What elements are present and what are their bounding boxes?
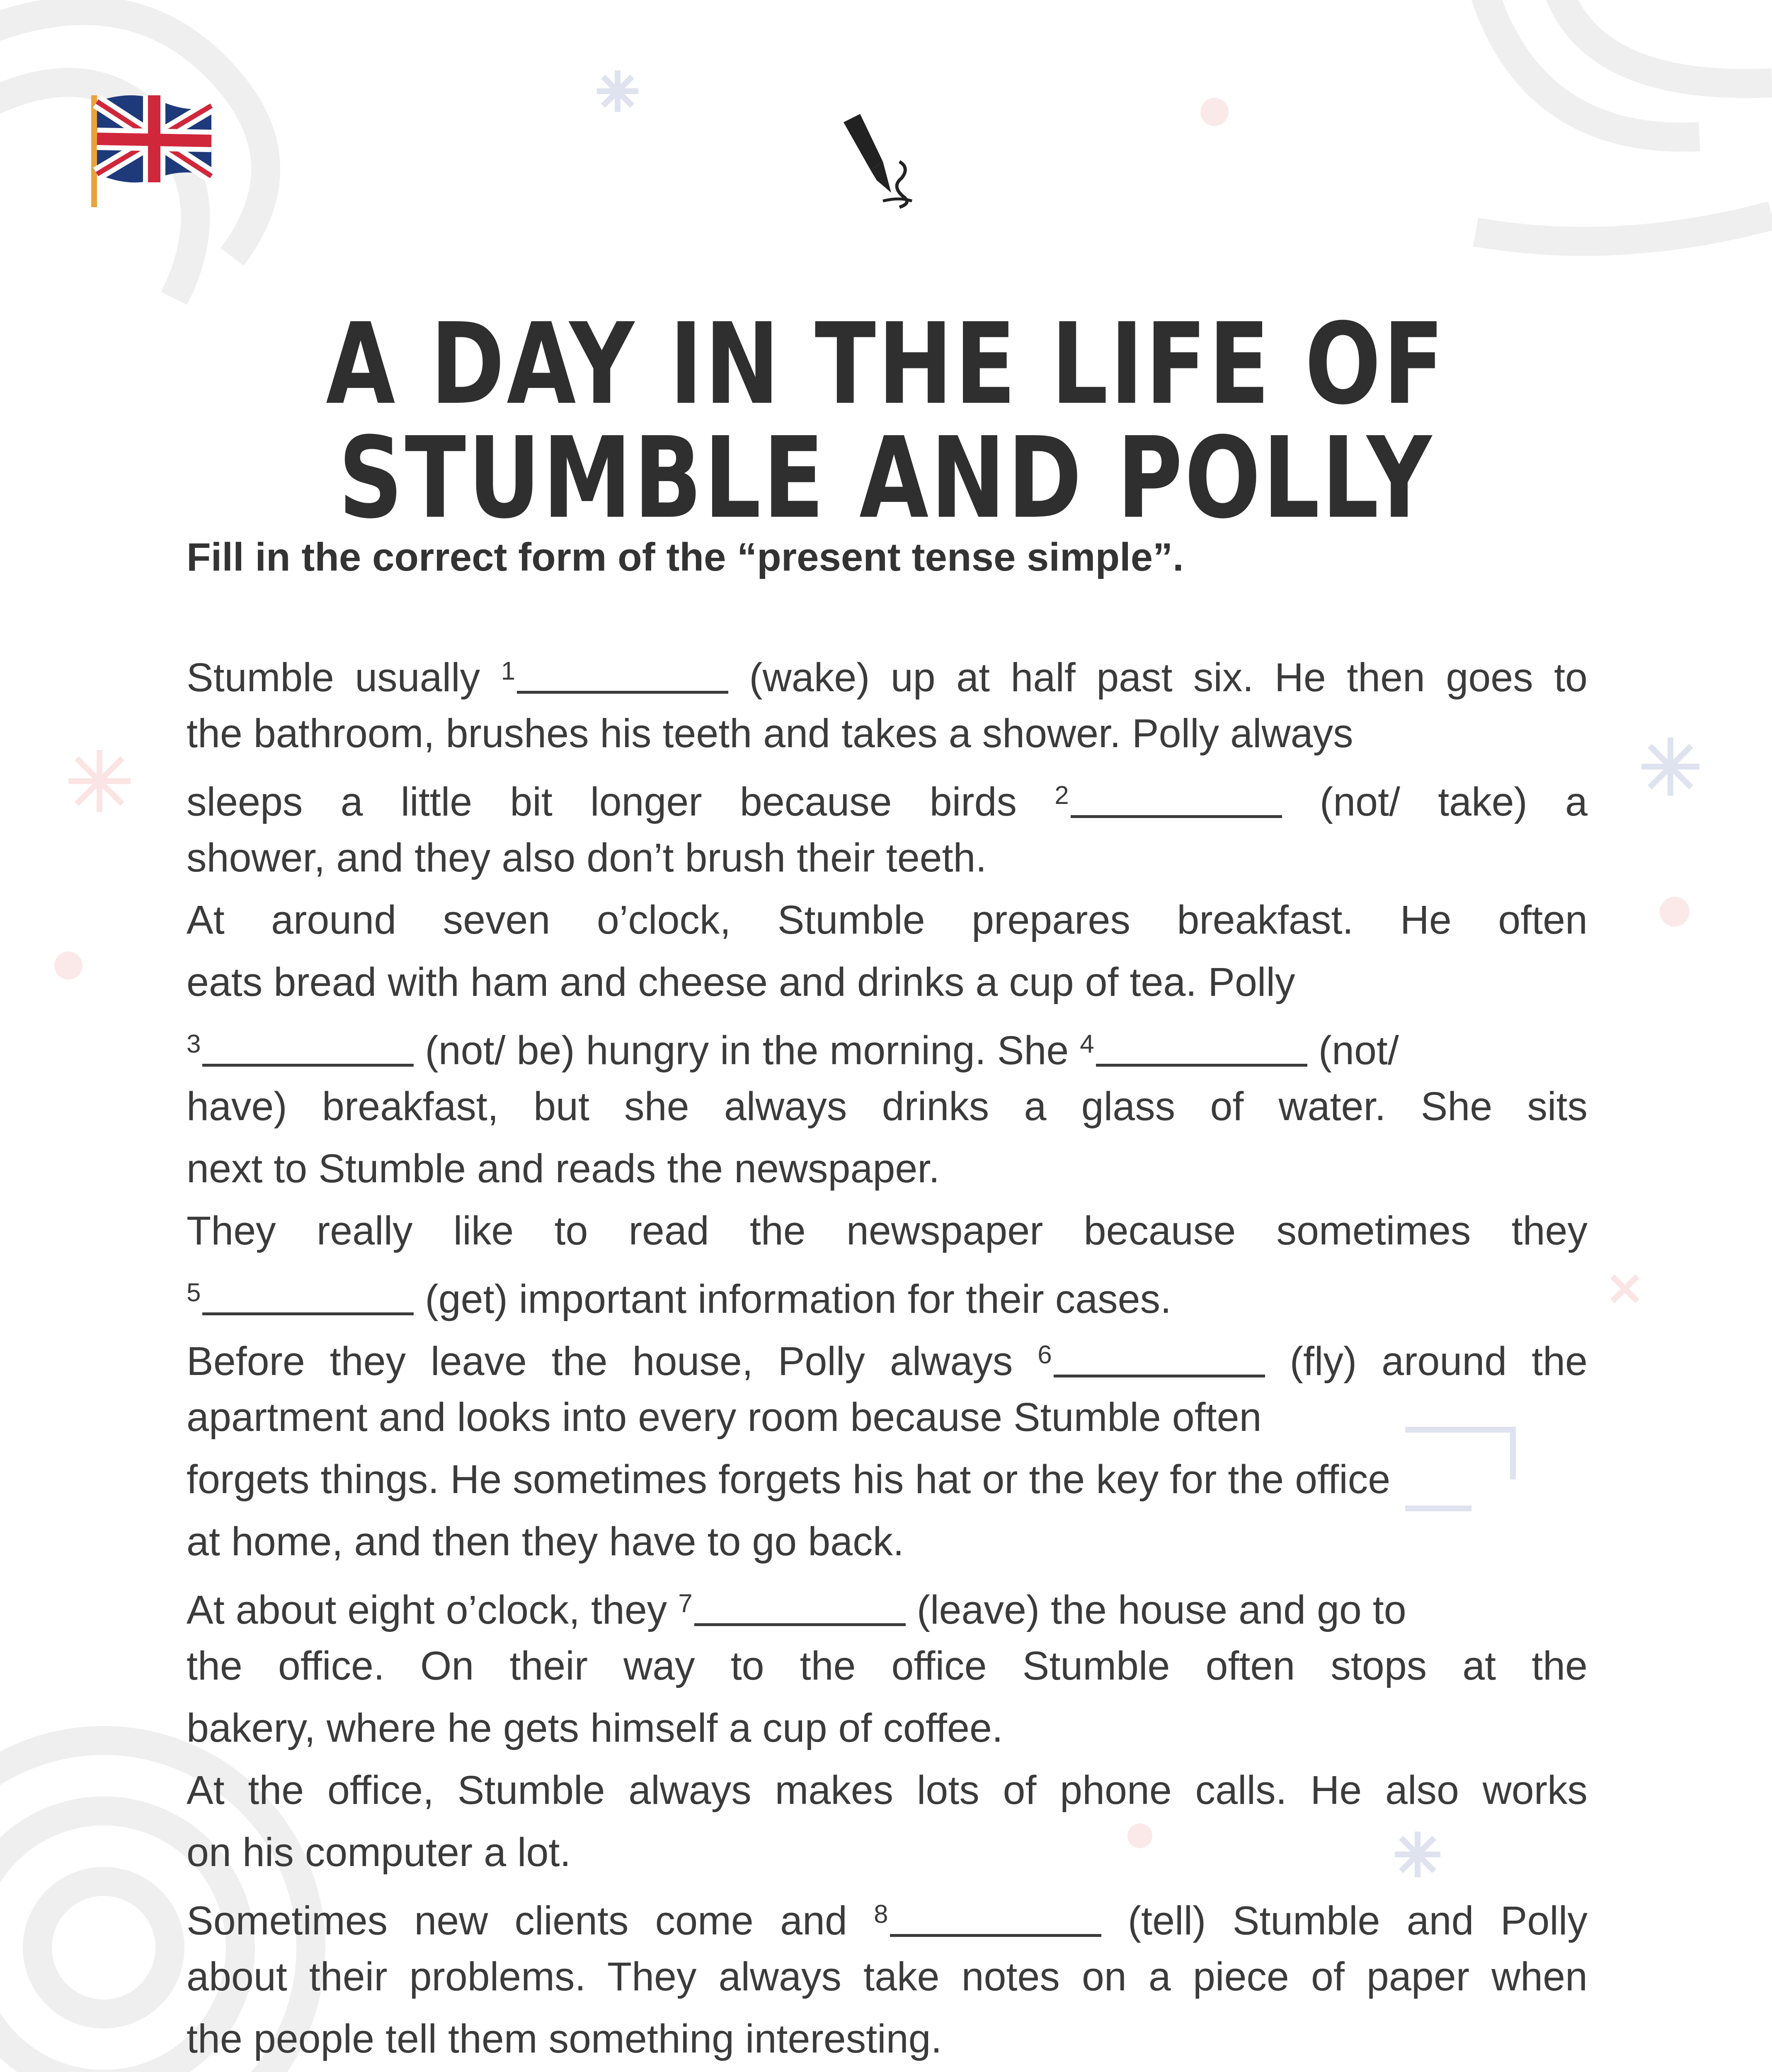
text-line: the people tell them something interesting. <box>187 2016 942 2061</box>
blank-field-7[interactable]: 7 <box>678 1573 905 1641</box>
blank-field-1[interactable]: 1 <box>501 640 728 709</box>
text-line: Sometimes new clients come and $^8$ (tell) Stumble and Polly <box>187 1883 1588 1946</box>
blank-field-8[interactable]: 8 <box>874 1883 1101 1952</box>
text-line: Before they leave the house, Polly always $^6$ (fly) around the <box>187 1324 1588 1386</box>
blank-field-4[interactable]: 4 <box>1080 1013 1307 1082</box>
text-line: At about eight o’clock, they $^7$ (leave) the house and go to <box>187 1573 1588 1635</box>
text-line: about their problems. They always take notes on a piece of paper when <box>187 1954 1588 1999</box>
text-line: At the office, Stumble always makes lots of phone calls. He also works <box>187 1767 1588 1813</box>
text-line: at home, and then they have to go back. <box>187 1519 904 1564</box>
text-line: At around seven o’clock, Stumble prepares breakfast. He often <box>187 897 1588 942</box>
text-line: the office. On their way to the office Stumble often stops at the <box>187 1643 1588 1688</box>
uk-flag-icon <box>79 83 216 207</box>
text-line: Stumble usually $^1$ (wake) up at half past six. He then goes to <box>187 640 1588 702</box>
text-line: have) breakfast, but she always drinks a glass of water. She sits <box>187 1084 1588 1129</box>
blank-field-2[interactable]: 2 <box>1054 765 1282 833</box>
text-line: sleeps a little bit longer because birds $^2$ (not/ take) a <box>187 765 1588 827</box>
fountain-pen-icon <box>837 112 937 211</box>
text-line: They really like to read the newspaper because sometimes they <box>187 1208 1588 1253</box>
text-line: eats bread with ham and cheese and drinks a cup of tea. Polly <box>187 959 1295 1005</box>
blank-field-6[interactable]: 6 <box>1038 1324 1265 1392</box>
text-line: on his computer a lot. <box>187 1830 571 1875</box>
text-line: the bathroom, brushes his teeth and takes a shower. Polly always <box>187 711 1353 756</box>
exercise-text <box>187 640 1588 2072</box>
blank-field-5[interactable]: 5 <box>187 1262 414 1330</box>
text-line: apartment and looks into every room because Stumble often <box>187 1394 1262 1440</box>
text-line: bakery, where he gets himself a cup of coffee. <box>187 1705 1003 1750</box>
page-title: A DAY IN THE LIFE OF STUMBLE AND POLLY <box>326 298 1446 543</box>
exercise-instruction: Fill in the correct form of the “present tense simple”. <box>187 535 1184 579</box>
text-line: $^5$ (get) important information for their cases. <box>187 1262 1588 1324</box>
text-line: shower, and they also don’t brush their teeth. <box>187 835 987 880</box>
text-line <box>187 2070 1588 2072</box>
text-line: next to Stumble and reads the newspaper. <box>187 1146 940 1191</box>
blank-field-3[interactable]: 3 <box>187 1013 414 1082</box>
text-line: $^3$ (not/ be) hungry in the morning. She $^4$ (not/ <box>187 1013 1588 1075</box>
text-line: forgets things. He sometimes forgets his hat or the key for the office <box>187 1457 1391 1502</box>
